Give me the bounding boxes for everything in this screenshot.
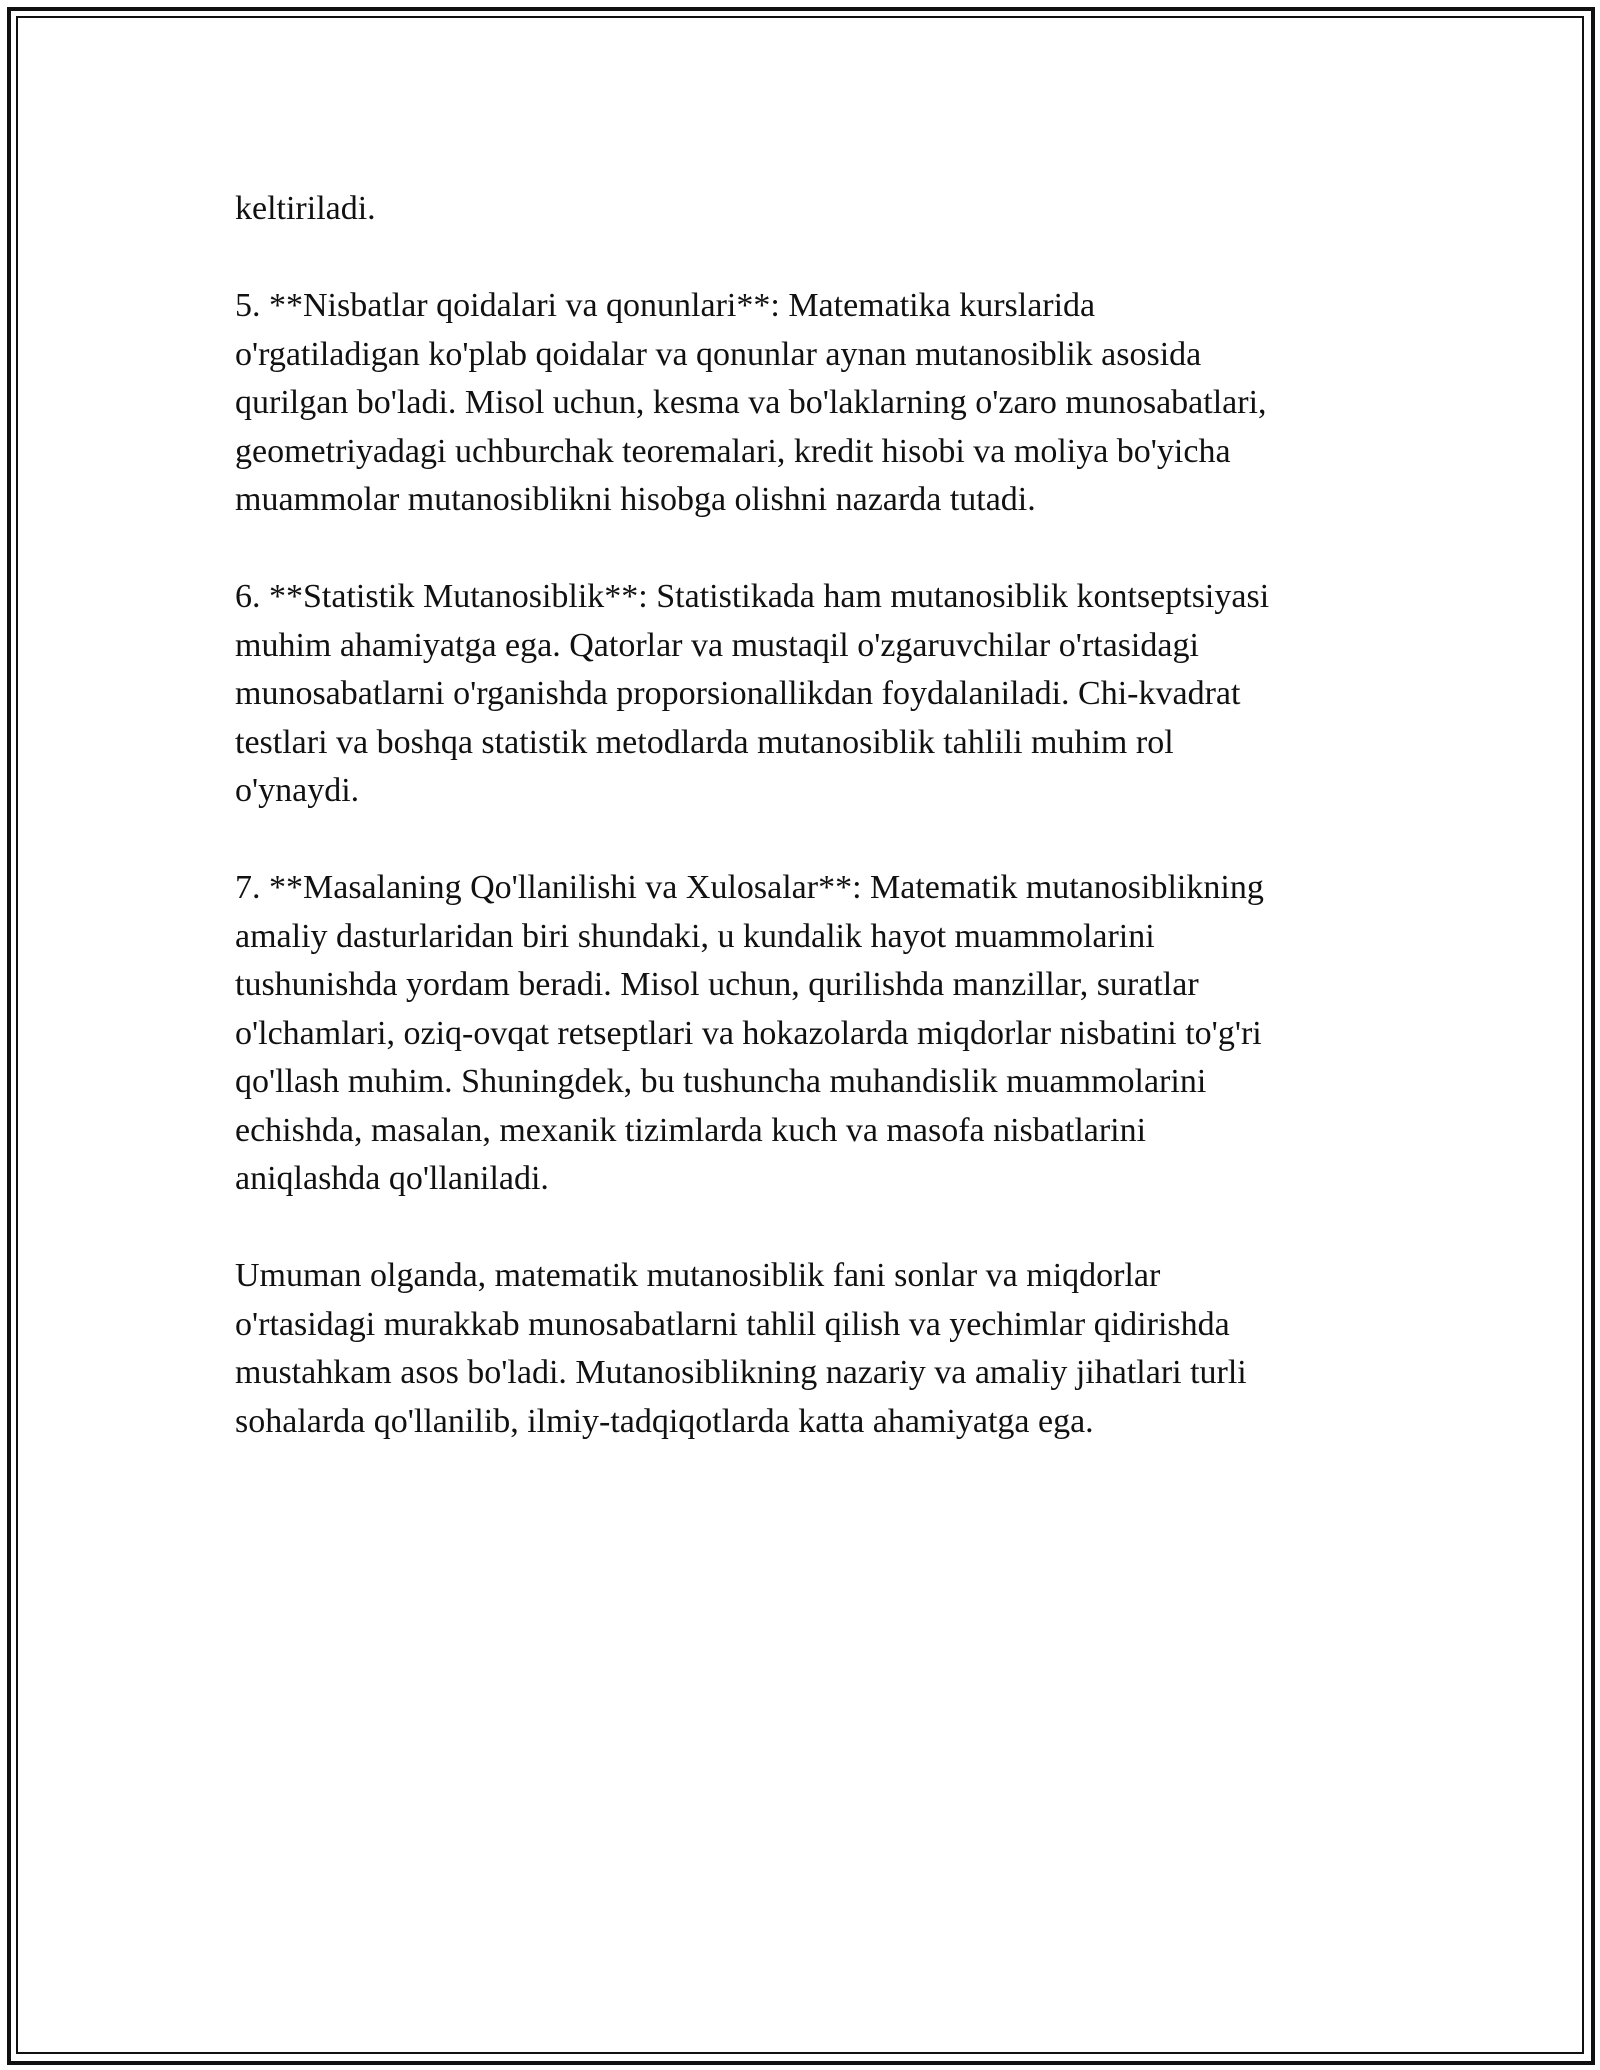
paragraph-continuation: keltiriladi. [235,190,376,227]
paragraph-conclusion: Umuman olganda, matematik mutanosiblik fani sonlar va miqdorlar o'rtasidagi murakkab munosabatlarni tahlil qilish va yechimlar qidirishda mustahkam asos bo'ladi. Mutanosiblikning nazariy va amaliy jihatlari turli sohalarda qo'llanilib, ilmiy-tadqiqotlarda katta ahamiyatga ega. [235,1257,1247,1440]
paragraph-item-6: 6. **Statistik Mutanosiblik**: Statistikada ham mutanosiblik kontseptsiyasi muhim ahamiyatga ega. Qatorlar va mustaqil o'zgaruvchilar o'rtasidagi munosabatlarni o'rganishda proporsionallikdan foydalaniladi. Chi-kvadrat testlari va boshqa statistik metodlarda mutanosiblik tahlili muhim rol o'ynaydi. [235,578,1270,809]
paragraph-item-7: 7. **Masalaning Qo'llanilishi va Xulosalar**: Matematik mutanosiblikning amaliy dasturlaridan biri shundaki, u kundalik hayot muammolarini tushunishda yordam beradi. Misol uchun, qurilishda manzillar, suratlar o'lchamlari, oziq-ovqat retseptlari va hokazolarda miqdorlar nisbatini to'g'ri qo'llash muhim. Shuningdek, bu tushuncha muhandislik muammolarini echishda, masalan, mexanik tizimlarda kuch va masofa nisbatlarini aniqlashda qo'llaniladi. [235,869,1264,1197]
paragraph-item-5: 5. **Nisbatlar qoidalari va qonunlari**: Matematika kurslarida o'rgatiladigan ko'plab qoidalar va qonunlar aynan mutanosiblik asosida qurilgan bo'ladi. Misol uchun, kesma va bo'laklarning o'zaro munosabatlari, geometriyadagi uchburchak teoremalari, kredit hisobi va moliya bo'yicha muammolar mutanosiblikni hisobga olishni nazarda tutadi. [235,287,1267,518]
document-body [235,185,1385,1495]
